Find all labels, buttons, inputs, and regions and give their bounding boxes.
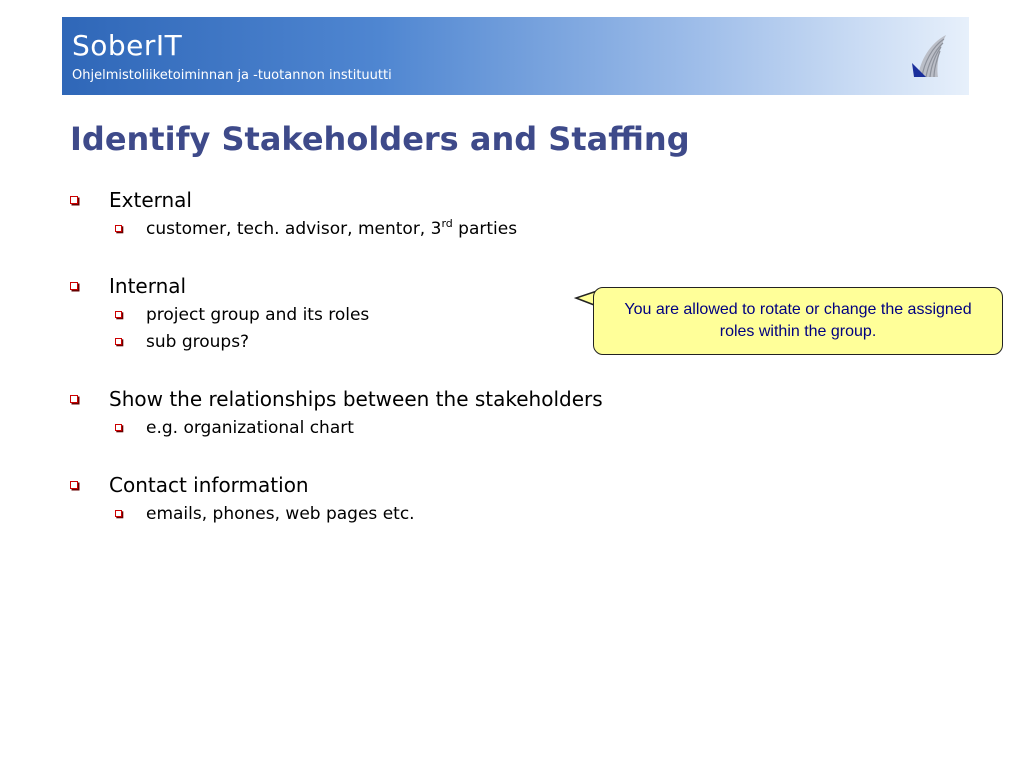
sub-bullet: [70, 215, 720, 242]
callout-note: [593, 287, 1003, 355]
square-bullet-icon: [115, 311, 122, 318]
bullet-label: External: [109, 188, 192, 212]
square-bullet-icon: [115, 338, 122, 345]
sub-bullet-text: sub groups?: [146, 331, 250, 352]
square-bullet-icon: [70, 196, 78, 204]
square-bullet-icon: [115, 424, 122, 431]
square-bullet-icon: [70, 481, 78, 489]
section-relationships: [70, 384, 720, 441]
bullet-label: Internal: [109, 274, 187, 298]
square-bullet-icon: [70, 282, 78, 290]
sub-bullet-text-tail: parties: [452, 218, 518, 239]
bullet-list: [70, 185, 720, 556]
sub-bullet-text: emails, phones, web pages etc.: [146, 503, 415, 524]
bullet-label: Show the relationships between the stakeholders: [109, 387, 603, 411]
sub-bullet: [70, 414, 720, 441]
square-bullet-icon: [70, 395, 78, 403]
bullet-external: [70, 185, 720, 215]
section-external: [70, 185, 720, 242]
brand-subtitle: Ohjelmistoliiketoiminnan ja -tuotannon instituutti: [72, 68, 392, 83]
section-contact: [70, 470, 720, 527]
sub-bullet-text: project group and its roles: [146, 304, 370, 325]
sub-bullet-text: [146, 216, 518, 239]
header-banner: [62, 17, 969, 95]
sail-logo-icon: [910, 33, 950, 83]
sub-bullet: [70, 500, 720, 527]
bullet-label: Contact information: [109, 473, 309, 497]
ordinal-superscript: rd: [441, 216, 453, 230]
square-bullet-icon: [115, 510, 122, 517]
sub-bullet-text: e.g. organizational chart: [146, 417, 354, 438]
slide-title: Identify Stakeholders and Staffing: [70, 120, 690, 158]
bullet-contact: [70, 470, 720, 500]
sub-bullet-text-main: customer, tech. advisor, mentor, 3: [146, 218, 442, 239]
square-bullet-icon: [115, 225, 122, 232]
bullet-relationships: [70, 384, 720, 414]
callout-text: You are allowed to rotate or change the assigned roles within the group.: [624, 301, 972, 340]
brand-title: SoberIT: [72, 29, 183, 62]
